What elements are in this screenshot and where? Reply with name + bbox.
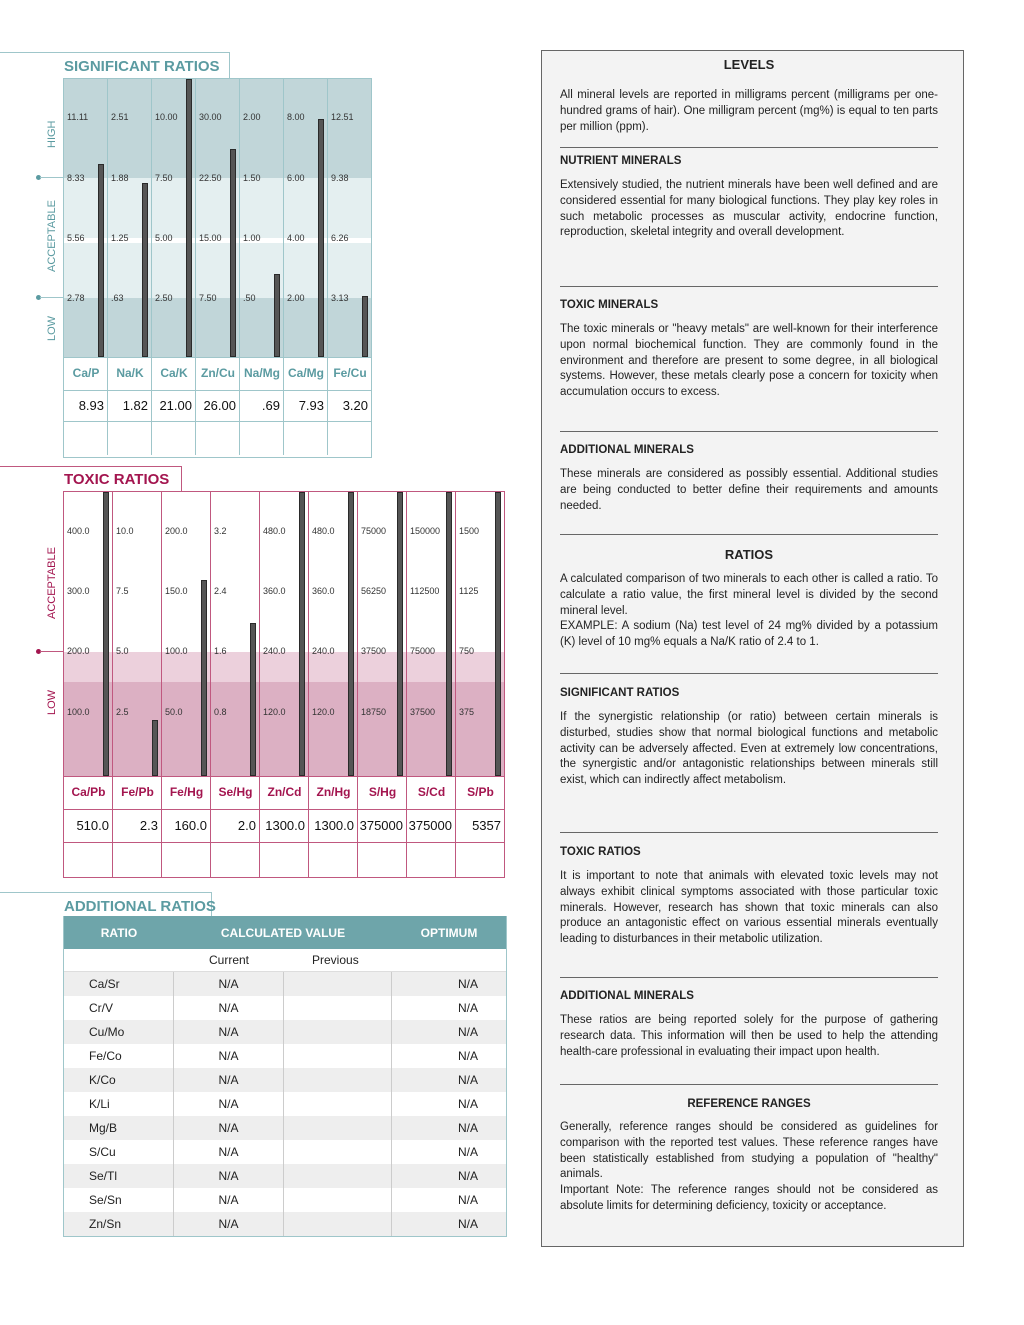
zone-label-acceptable: ACCEPTABLE [46, 200, 58, 272]
bar-s-cd [446, 492, 452, 776]
info-divider [560, 534, 938, 535]
info-divider [560, 977, 938, 978]
category-label: Zn/Cu [201, 365, 235, 380]
current-cell: N/A [174, 1068, 284, 1092]
optimum-cell: N/A [457, 1121, 478, 1135]
value-label: 2.3 [139, 817, 158, 833]
zone-band [64, 79, 371, 178]
tick-label: 1.6 [214, 646, 227, 656]
tick-label: 10.0 [116, 526, 134, 536]
tick-label: 2.51 [111, 112, 129, 122]
zone-band [64, 298, 371, 357]
toxic-ratios-text: It is important to note that animals with elevated toxic levels may not always exhibit clinical symptoms associated with those particular toxic minerals. However, research has shown that toxic minerals can also produce an antagonistic effect on various essential minerals eventually leading to disturbances in their metabolic utilization. [560, 870, 938, 946]
table-row [64, 1092, 506, 1116]
tick-label: 480.0 [312, 526, 335, 536]
toxic-ratios-title: TOXIC RATIOS [64, 471, 170, 488]
bar-na-k [142, 183, 148, 357]
tick-label: 56250 [361, 586, 387, 596]
ratios-section [560, 547, 938, 651]
tick-label: 7.50 [155, 173, 173, 183]
tick-label: 2.50 [155, 293, 173, 303]
ratio-cell: Fe/Co [64, 1044, 174, 1068]
value-label: 3.20 [342, 397, 368, 413]
tick-label: 5.56 [67, 233, 85, 243]
value-label: .69 [261, 397, 280, 413]
tick-label: 18750 [361, 707, 387, 717]
zone-label-low: LOW [46, 315, 58, 341]
tick-label: 300.0 [67, 586, 90, 596]
tick-label: 200.0 [67, 646, 90, 656]
significant-ratios-section [560, 687, 938, 789]
header-ratio: RATIO [100, 925, 138, 940]
additional-ratios-table [63, 916, 507, 1237]
tick-label: 6.00 [287, 173, 305, 183]
info-divider [560, 673, 938, 674]
bar-ca-p [98, 164, 104, 357]
value-label: 160.0 [174, 817, 207, 833]
optimum-cell: N/A [457, 1073, 478, 1087]
info-divider [560, 286, 938, 287]
tick-label: 2.00 [243, 112, 261, 122]
significant-ratios-text: If the synergistic relationship (or ratio) between certain minerals is disturbed, studies show that normal biological functions and metabolic activity can be adversely affected. Even at extremely low concentrations, the synergistic and/or antagonistic relationships between minerals still exist, which can indirectly affect metabolism. [560, 711, 938, 787]
category-label: Fe/Cu [333, 365, 367, 380]
zone-band [64, 492, 504, 652]
additional-minerals-section [560, 444, 938, 514]
ratio-cell: K/Li [64, 1092, 174, 1116]
previous-cell [284, 1092, 392, 1116]
tick-label: 150000 [410, 526, 441, 536]
ratio-cell: Cr/V [64, 996, 174, 1020]
optimum-cell: N/A [457, 1145, 478, 1159]
ratio-cell: K/Co [64, 1068, 174, 1092]
bar-se-hg [250, 623, 256, 776]
category-row-rule [64, 776, 504, 777]
zone-label-high: HIGH [46, 120, 58, 148]
current-cell: N/A [174, 1116, 284, 1140]
value-row-rule [64, 809, 504, 810]
value-label: 1.82 [122, 397, 148, 413]
optimum-cell: N/A [457, 1217, 478, 1231]
tick-label: 3.13 [331, 293, 349, 303]
tick-label: 10.00 [155, 112, 178, 122]
current-cell: N/A [174, 996, 284, 1020]
value-label: 1300.0 [265, 817, 305, 833]
optimum-cell: N/A [457, 977, 478, 991]
ratio-cell: Mg/B [64, 1116, 174, 1140]
additional-minerals-heading: ADDITIONAL MINERALS [560, 444, 694, 456]
current-cell: N/A [174, 1188, 284, 1212]
value-label: 21.00 [159, 397, 192, 413]
zone-band [64, 178, 371, 238]
tick-label: 50.0 [165, 707, 183, 717]
toxic-ratios-heading: TOXIC RATIOS [560, 846, 641, 858]
info-divider [560, 1084, 938, 1085]
previous-cell [284, 1212, 392, 1236]
zone-label-acceptable-toxic: ACCEPTABLE [46, 547, 58, 619]
category-label: Na/Mg [244, 365, 280, 380]
value-label: 510.0 [76, 817, 109, 833]
previous-cell [284, 1020, 392, 1044]
zone-marker-toxic-dash [40, 651, 64, 652]
optimum-cell: N/A [457, 1049, 478, 1063]
category-label: Ca/Mg [288, 365, 324, 380]
value-label: 375000 [408, 817, 452, 833]
zone-label-low-toxic: LOW [46, 689, 58, 715]
tick-label: 2.00 [287, 293, 305, 303]
bar-zn-cd [299, 492, 305, 776]
table-row [64, 1140, 506, 1164]
tick-label: 240.0 [312, 646, 335, 656]
tick-label: 1.50 [243, 173, 261, 183]
tick-label: 11.11 [67, 112, 89, 122]
table-row [64, 1116, 506, 1140]
nutrient-minerals-text: Extensively studied, the nutrient minerals have been well defined and are considered essential for many biological functions. They play key roles in such metabolic processes as muscular activity, endocrine function, reproduction, skeletal integrity and overall development. [560, 179, 938, 239]
ratio-cell: Se/Sn [64, 1188, 174, 1212]
previous-cell [284, 1068, 392, 1092]
category-label: Fe/Pb [121, 784, 154, 799]
category-label: Ca/P [72, 365, 100, 380]
category-label: Zn/Cd [267, 784, 302, 799]
category-label: S/Cd [417, 784, 446, 799]
bar-zn-cu [230, 149, 236, 357]
additional-ratios-title: ADDITIONAL RATIOS [64, 898, 216, 915]
tick-label: 2.4 [214, 586, 227, 596]
tick-label: .50 [243, 293, 256, 303]
levels-text: All mineral levels are reported in milligrams percent (milligrams per one-hundred grams of hair). One milligram percent (mg%) is equal to ten parts per million (ppm). [560, 89, 938, 133]
additional-table-header [64, 916, 506, 949]
zone-band [64, 652, 504, 682]
bar-ca-mg [318, 119, 324, 357]
tick-label: 15.00 [199, 233, 222, 243]
current-cell: N/A [174, 1140, 284, 1164]
significant-ratios-heading: SIGNIFICANT RATIOS [560, 687, 680, 699]
tick-label: 1500 [459, 526, 480, 536]
tick-label: 120.0 [263, 707, 286, 717]
category-label: Ca/Pb [71, 784, 106, 799]
significant-ratios-title: SIGNIFICANT RATIOS [64, 58, 220, 75]
ratio-cell: Se/Tl [64, 1164, 174, 1188]
optimum-cell: N/A [457, 1025, 478, 1039]
tick-label: 6.26 [331, 233, 349, 243]
optimum-cell: N/A [457, 1097, 478, 1111]
significant-ratios-chart [63, 78, 372, 458]
category-label: S/Hg [368, 784, 397, 799]
tick-label: 112500 [410, 586, 440, 596]
category-label: Ca/K [160, 365, 188, 380]
value-label: 8.93 [78, 397, 104, 413]
current-cell: N/A [174, 1092, 284, 1116]
tick-label: 0.8 [214, 707, 227, 717]
category-row-rule [64, 357, 371, 358]
levels-section [560, 57, 938, 135]
table-row [64, 1212, 506, 1236]
ratio-cell: Ca/Sr [64, 972, 174, 996]
ratio-cell: Cu/Mo [64, 1020, 174, 1044]
tick-label: 75000 [361, 526, 387, 536]
toxic-minerals-text: The toxic minerals or "heavy metals" are well-known for their interference upon normal biochemical function. They are commonly found in the environment and therefore are present to some degree, in all biological systems. However, these metals clearly pose a concern for toxicity when accumulation occurs to excess. [560, 323, 938, 399]
reference-ranges-section [560, 1098, 938, 1215]
tick-label: 750 [459, 646, 475, 656]
previous-row-rule [64, 421, 371, 422]
previous-cell [284, 972, 392, 996]
tick-label: 7.5 [116, 586, 129, 596]
table-row [64, 1068, 506, 1092]
category-label: Na/K [116, 365, 144, 380]
subheader-current: Current [208, 953, 249, 967]
table-row [64, 1044, 506, 1068]
zone-marker-lower-dash [40, 297, 64, 298]
significant-title-rule [0, 52, 229, 53]
tick-label: 22.50 [199, 173, 222, 183]
header-optimum: OPTIMUM [420, 925, 478, 940]
tick-label: 75000 [410, 646, 436, 656]
reference-ranges-heading: REFERENCE RANGES [687, 1098, 811, 1110]
table-row [64, 972, 506, 996]
tick-label: 1.00 [243, 233, 261, 243]
tick-label: 8.00 [287, 112, 305, 122]
bar-zn-hg [348, 492, 354, 776]
previous-row-rule [64, 842, 504, 843]
value-label: 5357 [472, 817, 501, 833]
ratio-cell: S/Cu [64, 1140, 174, 1164]
info-divider [560, 431, 938, 432]
zone-marker-upper-dash [40, 177, 64, 178]
reference-ranges-note: Important Note: The reference ranges should not be considered as absolute limits for determining deficiency, toxicity or acceptance. [560, 1184, 938, 1212]
current-cell: N/A [174, 1020, 284, 1044]
table-row [64, 1020, 506, 1044]
category-label: Fe/Hg [169, 784, 204, 799]
ratios-text: A calculated comparison of two minerals to each other is called a ratio. To calculate a ratio value, the first mineral level is divided by the second mineral level. [560, 573, 938, 617]
toxic-ratios-section [560, 846, 938, 948]
toxic-ratios-chart [63, 491, 505, 878]
tick-label: 3.2 [214, 526, 227, 536]
toxic-minerals-section [560, 299, 938, 401]
tick-label: .63 [111, 293, 124, 303]
reference-ranges-text: Generally, reference ranges should be considered as guidelines for comparison with the reported test values. These reference ranges have been statistically established from studying a population of "healthy" animals. [560, 1121, 938, 1181]
tick-label: 150.0 [165, 586, 188, 596]
bar-fe-cu [362, 296, 368, 357]
zone-band [64, 682, 504, 776]
category-label: Zn/Hg [316, 784, 351, 799]
additional-title-rule [0, 892, 211, 893]
tick-label: 100.0 [165, 646, 188, 656]
tick-label: 360.0 [312, 586, 335, 596]
additional-table-subheader [64, 949, 506, 972]
tick-label: 100.0 [67, 707, 90, 717]
tick-label: 200.0 [165, 526, 188, 536]
table-row [64, 1188, 506, 1212]
tick-label: 9.38 [331, 173, 349, 183]
previous-cell [284, 1164, 392, 1188]
additional-ratios-section [560, 990, 938, 1060]
tick-label: 240.0 [263, 646, 286, 656]
bar-s-hg [397, 492, 403, 776]
current-cell: N/A [174, 1164, 284, 1188]
ratio-cell: Zn/Sn [64, 1212, 174, 1236]
tick-label: 4.00 [287, 233, 305, 243]
optimum-cell: N/A [457, 1001, 478, 1015]
tick-label: 5.00 [155, 233, 173, 243]
current-cell: N/A [174, 1212, 284, 1236]
current-cell: N/A [174, 972, 284, 996]
additional-minerals-text: These minerals are considered as possibly essential. Additional studies are being conducted to better define their requirements and amounts needed. [560, 468, 938, 512]
ratios-heading: RATIOS [724, 547, 774, 562]
previous-cell [284, 1140, 392, 1164]
tick-label: 5.0 [116, 646, 129, 656]
additional-ratios-heading: ADDITIONAL MINERALS [560, 990, 694, 1002]
tick-label: 375 [459, 707, 475, 717]
value-row-rule [64, 390, 371, 391]
table-row [64, 996, 506, 1020]
nutrient-minerals-section [560, 155, 938, 241]
previous-cell [284, 996, 392, 1020]
value-label: 7.93 [298, 397, 324, 413]
info-divider [560, 832, 938, 833]
tick-label: 360.0 [263, 586, 286, 596]
subheader-previous: Previous [312, 953, 359, 967]
tick-label: 400.0 [67, 526, 90, 536]
bar-fe-hg [201, 580, 207, 776]
previous-cell [284, 1044, 392, 1068]
header-calculated-value: CALCULATED VALUE [220, 925, 346, 940]
tick-label: 1.25 [111, 233, 129, 243]
additional-table-body [64, 972, 506, 1236]
toxic-minerals-heading: TOXIC MINERALS [560, 299, 659, 311]
ratios-example: EXAMPLE: A sodium (Na) test level of 24 mg% divided by a potassium (K) level of 10 mg% equals a Na/K ratio of 2.4 to 1. [560, 620, 938, 649]
toxic-title-rule-v [181, 466, 182, 492]
tick-label: 120.0 [312, 707, 335, 717]
optimum-cell: N/A [457, 1193, 478, 1207]
additional-ratios-text: These ratios are being reported solely for the purpose of gathering research data. This information will then be used to help the attending health-care professional in evaluating their impact upon health. [560, 1014, 938, 1058]
previous-cell [284, 1116, 392, 1140]
tick-label: 2.5 [116, 707, 129, 717]
tick-label: 7.50 [199, 293, 217, 303]
tick-label: 1125 [459, 586, 479, 596]
tick-label: 1.88 [111, 173, 129, 183]
nutrient-minerals-heading: NUTRIENT MINERALS [560, 155, 682, 167]
bar-ca-pb [103, 492, 109, 776]
levels-heading: LEVELS [723, 57, 775, 72]
value-label: 375000 [359, 817, 403, 833]
tick-label: 2.78 [67, 293, 85, 303]
value-label: 2.0 [237, 817, 256, 833]
significant-title-rule-v [229, 52, 230, 78]
tick-label: 30.00 [199, 112, 222, 122]
tick-label: 480.0 [263, 526, 286, 536]
value-label: 26.00 [203, 397, 236, 413]
value-label: 1300.0 [314, 817, 354, 833]
category-label: Se/Hg [218, 784, 253, 799]
tick-label: 37500 [410, 707, 436, 717]
info-divider [560, 147, 938, 148]
optimum-cell: N/A [457, 1169, 478, 1183]
table-row [64, 1164, 506, 1188]
bar-fe-pb [152, 720, 158, 776]
previous-cell [284, 1188, 392, 1212]
bar-na-mg [274, 274, 280, 357]
info-panel [541, 50, 964, 1247]
zone-band [64, 243, 371, 298]
category-label: S/Pb [467, 784, 494, 799]
tick-label: 12.51 [331, 112, 354, 122]
current-cell: N/A [174, 1044, 284, 1068]
bar-s-pb [495, 492, 501, 776]
toxic-title-rule [0, 466, 181, 467]
bar-ca-k [186, 79, 192, 357]
tick-label: 8.33 [67, 173, 85, 183]
tick-label: 37500 [361, 646, 387, 656]
